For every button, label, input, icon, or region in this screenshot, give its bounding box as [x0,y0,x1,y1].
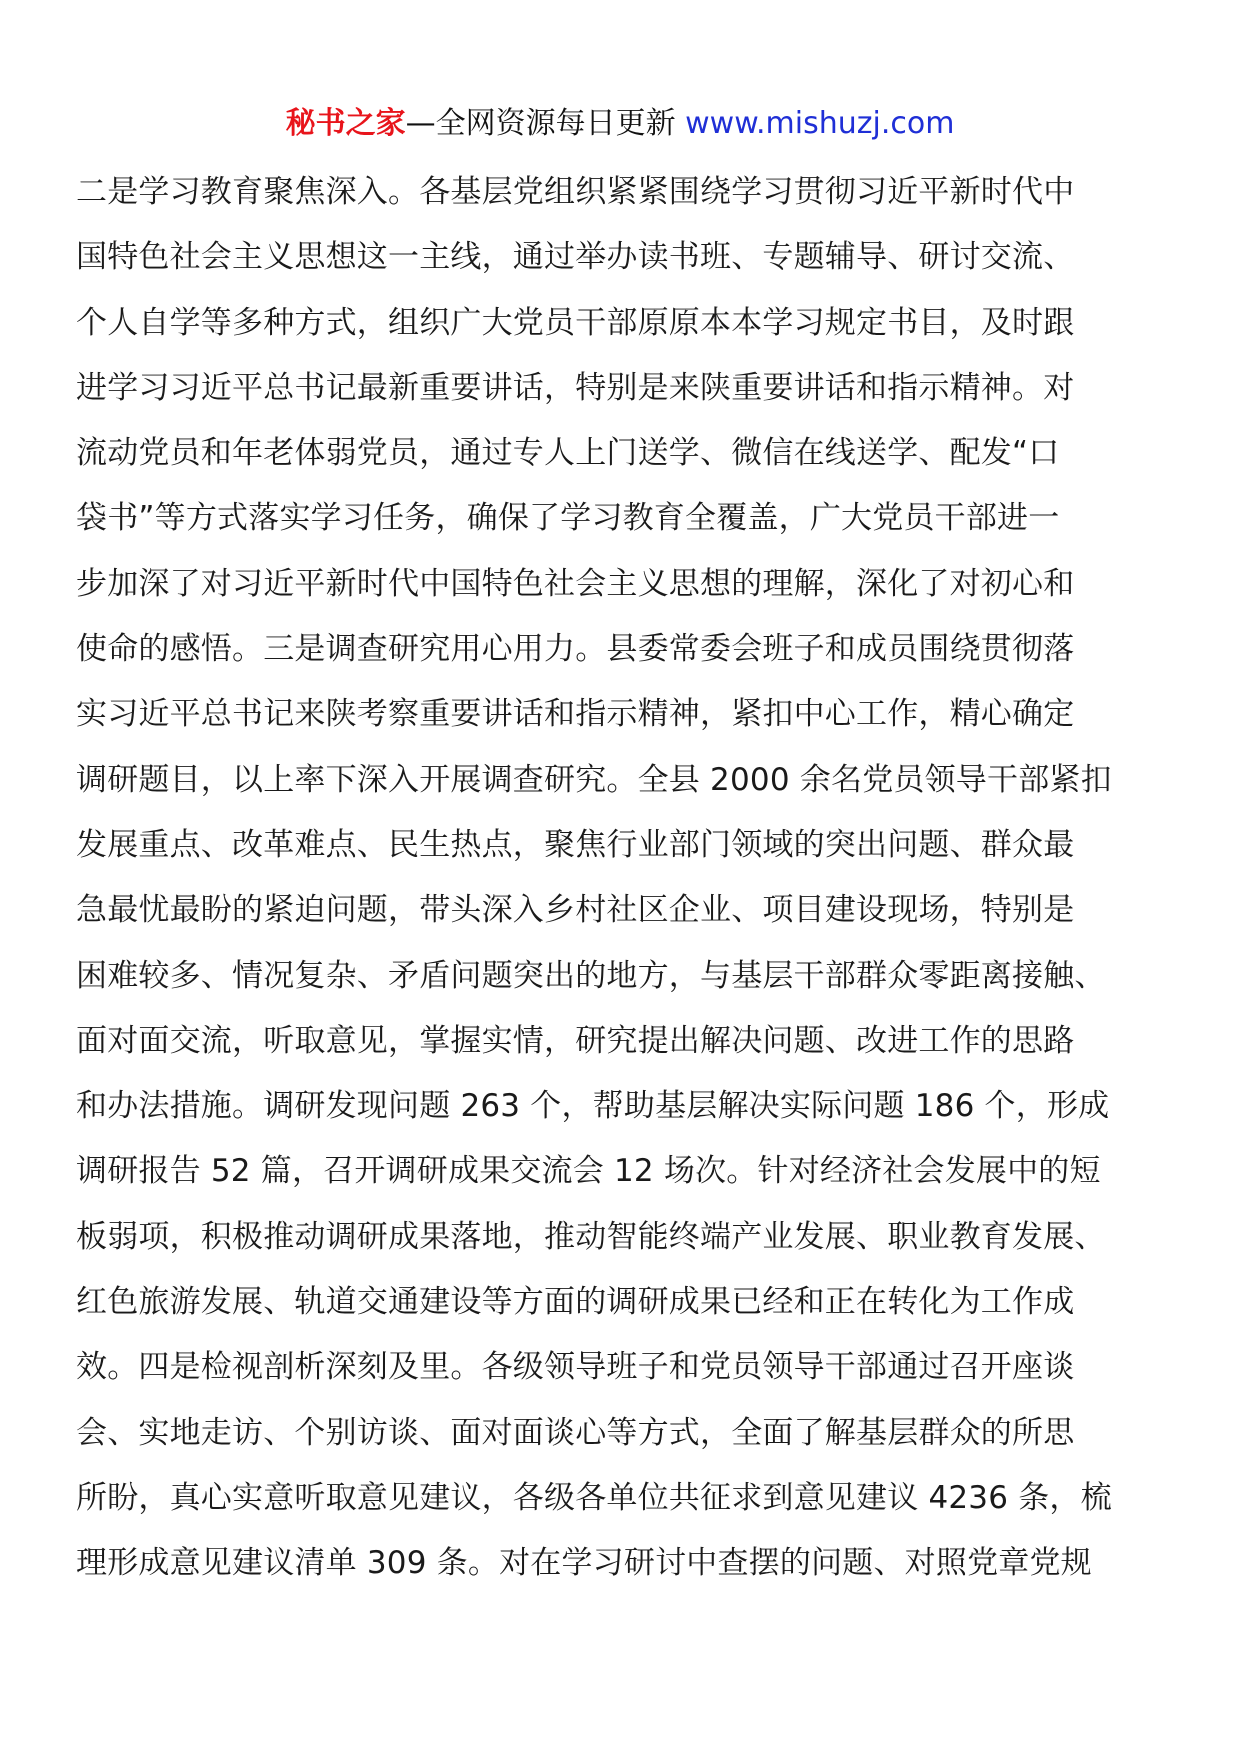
text-line: 实习近平总书记来陕考察重要讲话和指示精神，紧扣中心工作，精心确定 [76,696,1075,733]
body-paragraph [76,160,1166,1597]
text-line: 会、实地走访、个别访谈、面对面谈心等方式，全面了解基层群众的所思 [76,1414,1075,1451]
text-line: 效。四是检视剖析深刻及里。各级领导班子和党员领导干部通过召开座谈 [76,1349,1075,1386]
text-line: 发展重点、改革难点、民生热点，聚焦行业部门领域的突出问题、群众最 [76,826,1075,863]
text-line: 进学习习近平总书记最新重要讲话，特别是来陕重要讲话和指示精神。对 [76,369,1075,406]
text-line: 困难较多、情况复杂、矛盾问题突出的地方，与基层干部群众零距离接触、 [76,957,1106,994]
text-line: 理形成意见建议清单 309 条。对在学习研讨中查摆的问题、对照党章党规 [76,1545,1092,1582]
text-line: 所盼，真心实意听取意见建议，各级各单位共征求到意见建议 4236 条，梳 [76,1479,1112,1516]
text-line: 面对面交流，听取意见，掌握实情，研究提出解决问题、改进工作的思路 [76,1022,1075,1059]
text-line: 红色旅游发展、轨道交通建设等方面的调研成果已经和正在转化为工作成 [76,1284,1075,1321]
text-line: 二是学习教育聚焦深入。各基层党组织紧紧围绕学习贯彻习近平新时代中 [76,174,1075,210]
text-line: 急最忧最盼的紧迫问题，带头深入乡村社区企业、项目建设现场，特别是 [76,892,1075,929]
site-url[interactable]: www.mishuzj.com [685,106,955,141]
text-line: 调研题目，以上率下深入开展调查研究。全县 2000 余名党员领导干部紧扣 [76,761,1112,798]
text-line: 板弱项，积极推动调研成果落地，推动智能终端产业发展、职业教育发展、 [76,1218,1106,1255]
text-line: 个人自学等多种方式，组织广大党员干部原原本本学习规定书目，及时跟 [76,304,1075,341]
header-tagline: —全网资源每日更新 [405,106,686,141]
text-line: 和办法措施。调研发现问题 263 个，帮助基层解决实际问题 186 个，形成 [76,1088,1110,1125]
brand-name: 秘书之家 [285,106,406,141]
text-line: 流动党员和年老体弱党员，通过专人上门送学、微信在线送学、配发“口 [76,435,1060,472]
text-line: 调研报告 52 篇，召开调研成果交流会 12 场次。针对经济社会发展中的短 [76,1153,1101,1190]
site-header [0,102,1240,146]
text-line: 国特色社会主义思想这一主线，通过举办读书班、专题辅导、研讨交流、 [76,239,1075,276]
text-line: 袋书”等方式落实学习任务，确保了学习教育全覆盖，广大党员干部进一 [76,500,1060,537]
text-line: 步加深了对习近平新时代中国特色社会主义思想的理解，深化了对初心和 [76,565,1075,602]
text-line: 使命的感悟。三是调查研究用心用力。县委常委会班子和成员围绕贯彻落 [76,631,1075,668]
